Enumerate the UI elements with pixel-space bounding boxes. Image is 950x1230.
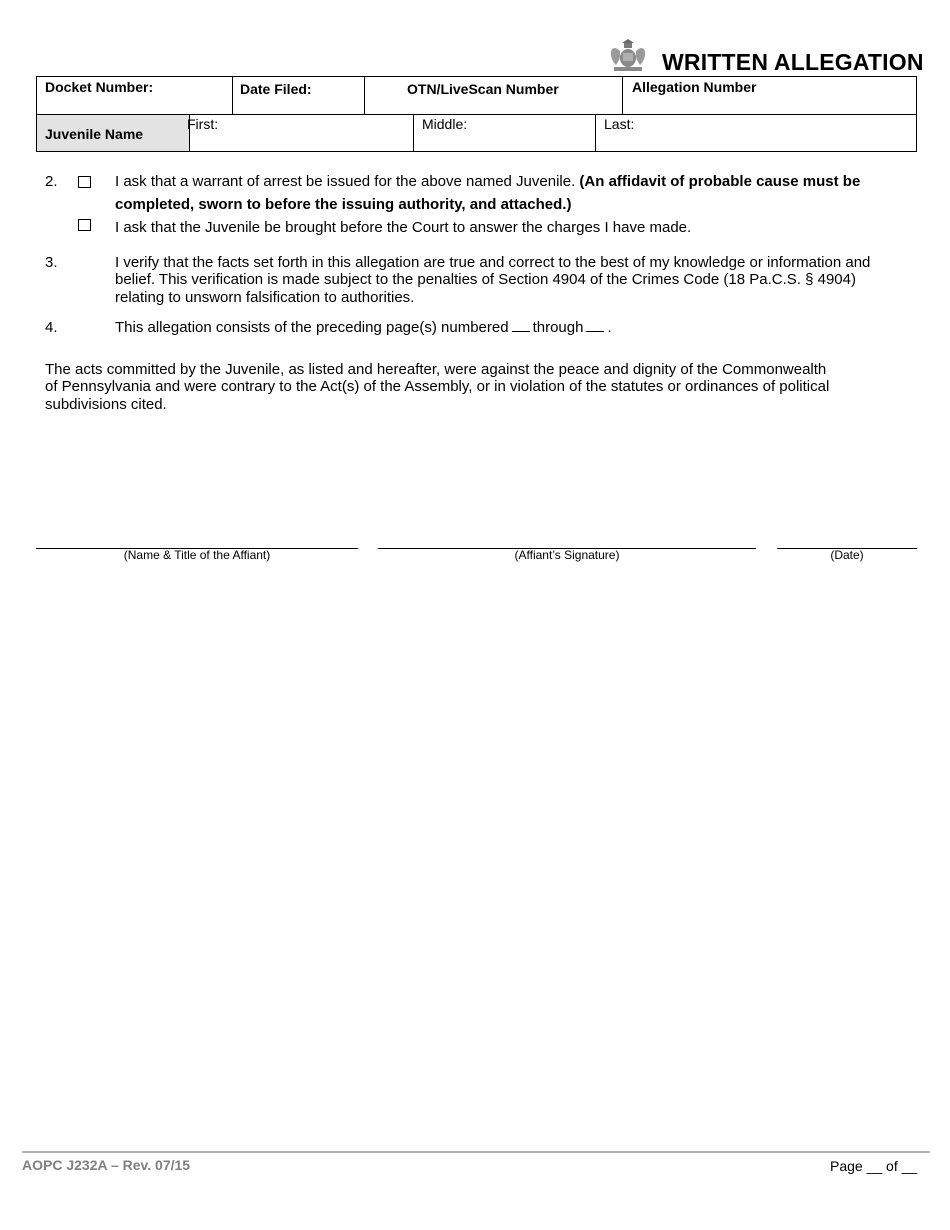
statement-line-2: of Pennsylvania and were contrary to the Act(s) of the Assembly, or in violation of the statutes or ordinances of political [45, 378, 830, 395]
last-name-field[interactable] [595, 114, 917, 152]
item-3-line-1: I verify that the facts set forth in this allegation are true and correct to the best of my knowledge or information and [115, 254, 871, 271]
form-title: WRITTEN ALLEGATION [662, 49, 924, 75]
case-info-table [36, 76, 917, 152]
item-4-text [115, 319, 612, 336]
court-appearance-checkbox[interactable] [78, 219, 91, 231]
affiant-signature-label: (Affiant’s Signature) [514, 548, 620, 562]
item-4-prefix: This allegation consists of the preceding page(s) numbered [115, 319, 509, 336]
item-2-option-1-bold-2: completed, sworn to before the issuing authority, and attached.) [115, 196, 572, 213]
page-end-blank[interactable] [586, 319, 604, 332]
juvenile-name-label: Juvenile Name [45, 126, 144, 142]
footer-divider [22, 1151, 930, 1153]
otn-livescan-label: OTN/LiveScan Number [407, 81, 559, 97]
statement-line-3: subdivisions cited. [45, 396, 167, 413]
juvenile-name-cell [36, 114, 190, 152]
item-4-through: through [532, 319, 584, 336]
warrant-checkbox[interactable] [78, 176, 91, 188]
date-label: (Date) [830, 548, 864, 562]
item-4-number: 4. [45, 319, 58, 336]
item-2-number: 2. [45, 173, 58, 190]
item-3-line-2: belief. This verification is made subject to the penalties of Section 4904 of the Crimes Code (18 Pa.C.S. § 4904) [115, 271, 856, 288]
allegation-number-label: Allegation Number [632, 79, 757, 95]
last-name-label: Last: [604, 116, 635, 132]
middle-name-label: Middle: [422, 116, 468, 132]
item-2-option-1-line-1 [115, 173, 860, 190]
item-2-option-1-text: I ask that a warrant of arrest be issued for the above named Juvenile. [115, 173, 580, 190]
middle-name-field[interactable] [413, 114, 596, 152]
docket-number-cell[interactable] [36, 76, 233, 115]
statement-line-1: The acts committed by the Juvenile, as listed and hereafter, were against the peace and dignity of the Commonwealth [45, 361, 827, 378]
otn-livescan-cell[interactable] [364, 76, 623, 115]
item-2-option-1-bold-1: (An affidavit of probable cause must be [579, 173, 861, 190]
item-2-option-2-text: I ask that the Juvenile be brought before the Court to answer the charges I have made. [115, 219, 692, 236]
item-4-end: . [607, 319, 612, 336]
first-name-label: First: [187, 116, 219, 132]
item-3-line-3: relating to unsworn falsification to authorities. [115, 289, 415, 306]
first-name-field[interactable] [189, 114, 414, 152]
form-id: AOPC J232A – Rev. 07/15 [22, 1157, 191, 1173]
pennsylvania-seal-icon [608, 39, 648, 73]
item-3-number: 3. [45, 254, 58, 271]
page-number: Page __ of __ [830, 1158, 918, 1174]
date-filed-label: Date Filed: [240, 81, 312, 97]
docket-number-label: Docket Number: [45, 79, 154, 95]
page-start-blank[interactable] [512, 319, 530, 332]
allegation-number-cell[interactable] [622, 76, 917, 115]
affiant-name-title-label: (Name & Title of the Affiant) [123, 548, 271, 562]
date-filed-cell[interactable] [232, 76, 365, 115]
